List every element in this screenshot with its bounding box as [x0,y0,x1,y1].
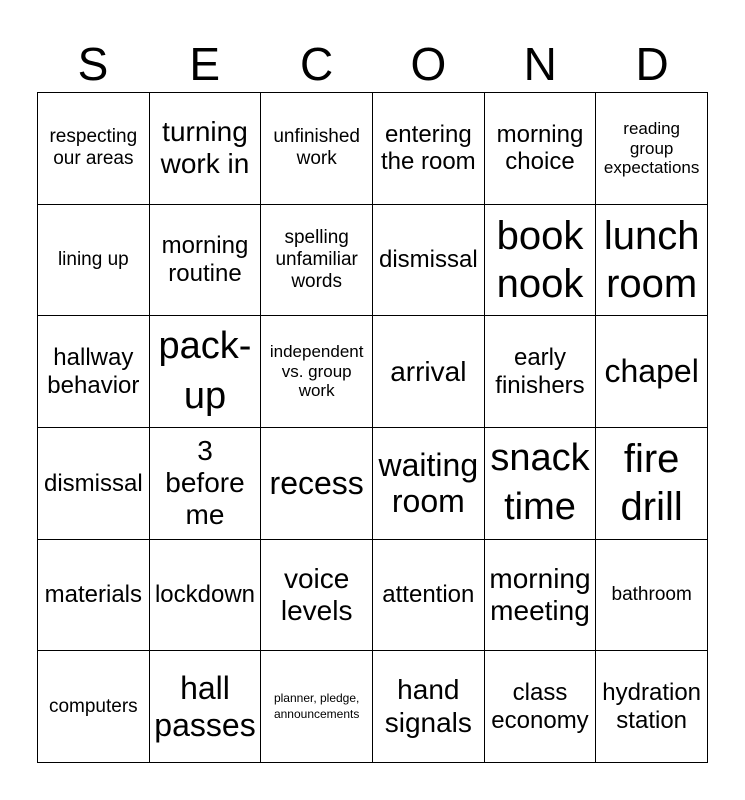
bingo-cell[interactable]: planner, pledge, announcements [261,651,373,763]
bingo-cell[interactable]: arrival [373,316,485,428]
bingo-cell[interactable]: hydration station [596,651,708,763]
bingo-cell[interactable]: morning meeting [485,540,597,652]
bingo-cell[interactable]: waiting room [373,428,485,540]
bingo-header [37,36,708,92]
header-letter: D [635,38,669,90]
bingo-cell[interactable]: attention [373,540,485,652]
header-letter: E [189,38,221,90]
bingo-cell[interactable]: class economy [485,651,597,763]
bingo-cell[interactable]: entering the room [373,93,485,205]
header-letter: O [410,38,447,90]
bingo-cell[interactable]: dismissal [373,205,485,317]
bingo-cell[interactable]: voice levels [261,540,373,652]
bingo-cell[interactable]: materials [38,540,150,652]
bingo-cell[interactable]: respecting our areas [38,93,150,205]
bingo-cell[interactable]: book nook [485,205,597,317]
bingo-cell[interactable]: pack-up [150,316,262,428]
bingo-cell[interactable]: early finishers [485,316,597,428]
bingo-cell[interactable]: computers [38,651,150,763]
bingo-cell[interactable]: snack time [485,428,597,540]
bingo-cell[interactable]: lockdown [150,540,262,652]
bingo-cell[interactable]: turning work in [150,93,262,205]
bingo-cell[interactable]: fire drill [596,428,708,540]
bingo-cell[interactable]: unfinished work [261,93,373,205]
header-letter: C [299,38,334,90]
bingo-cell[interactable]: hall passes [150,651,262,763]
header-letter: S [77,38,109,90]
header-letter: N [523,38,557,90]
bingo-cell[interactable]: lunch room [596,205,708,317]
bingo-cell[interactable]: hallway behavior [38,316,150,428]
bingo-cell[interactable]: hand signals [373,651,485,763]
bingo-cell[interactable]: spelling unfamiliar words [261,205,373,317]
bingo-cell[interactable]: 3 before me [150,428,262,540]
bingo-cell[interactable]: chapel [596,316,708,428]
bingo-cell[interactable]: recess [261,428,373,540]
bingo-cell[interactable]: lining up [38,205,150,317]
bingo-cell[interactable]: bathroom [596,540,708,652]
bingo-cell[interactable]: reading group expectations [596,93,708,205]
bingo-cell[interactable]: morning routine [150,205,262,317]
bingo-cell[interactable]: independent vs. group work [261,316,373,428]
bingo-cell[interactable]: morning choice [485,93,597,205]
bingo-board [37,92,708,763]
bingo-cell[interactable]: dismissal [38,428,150,540]
